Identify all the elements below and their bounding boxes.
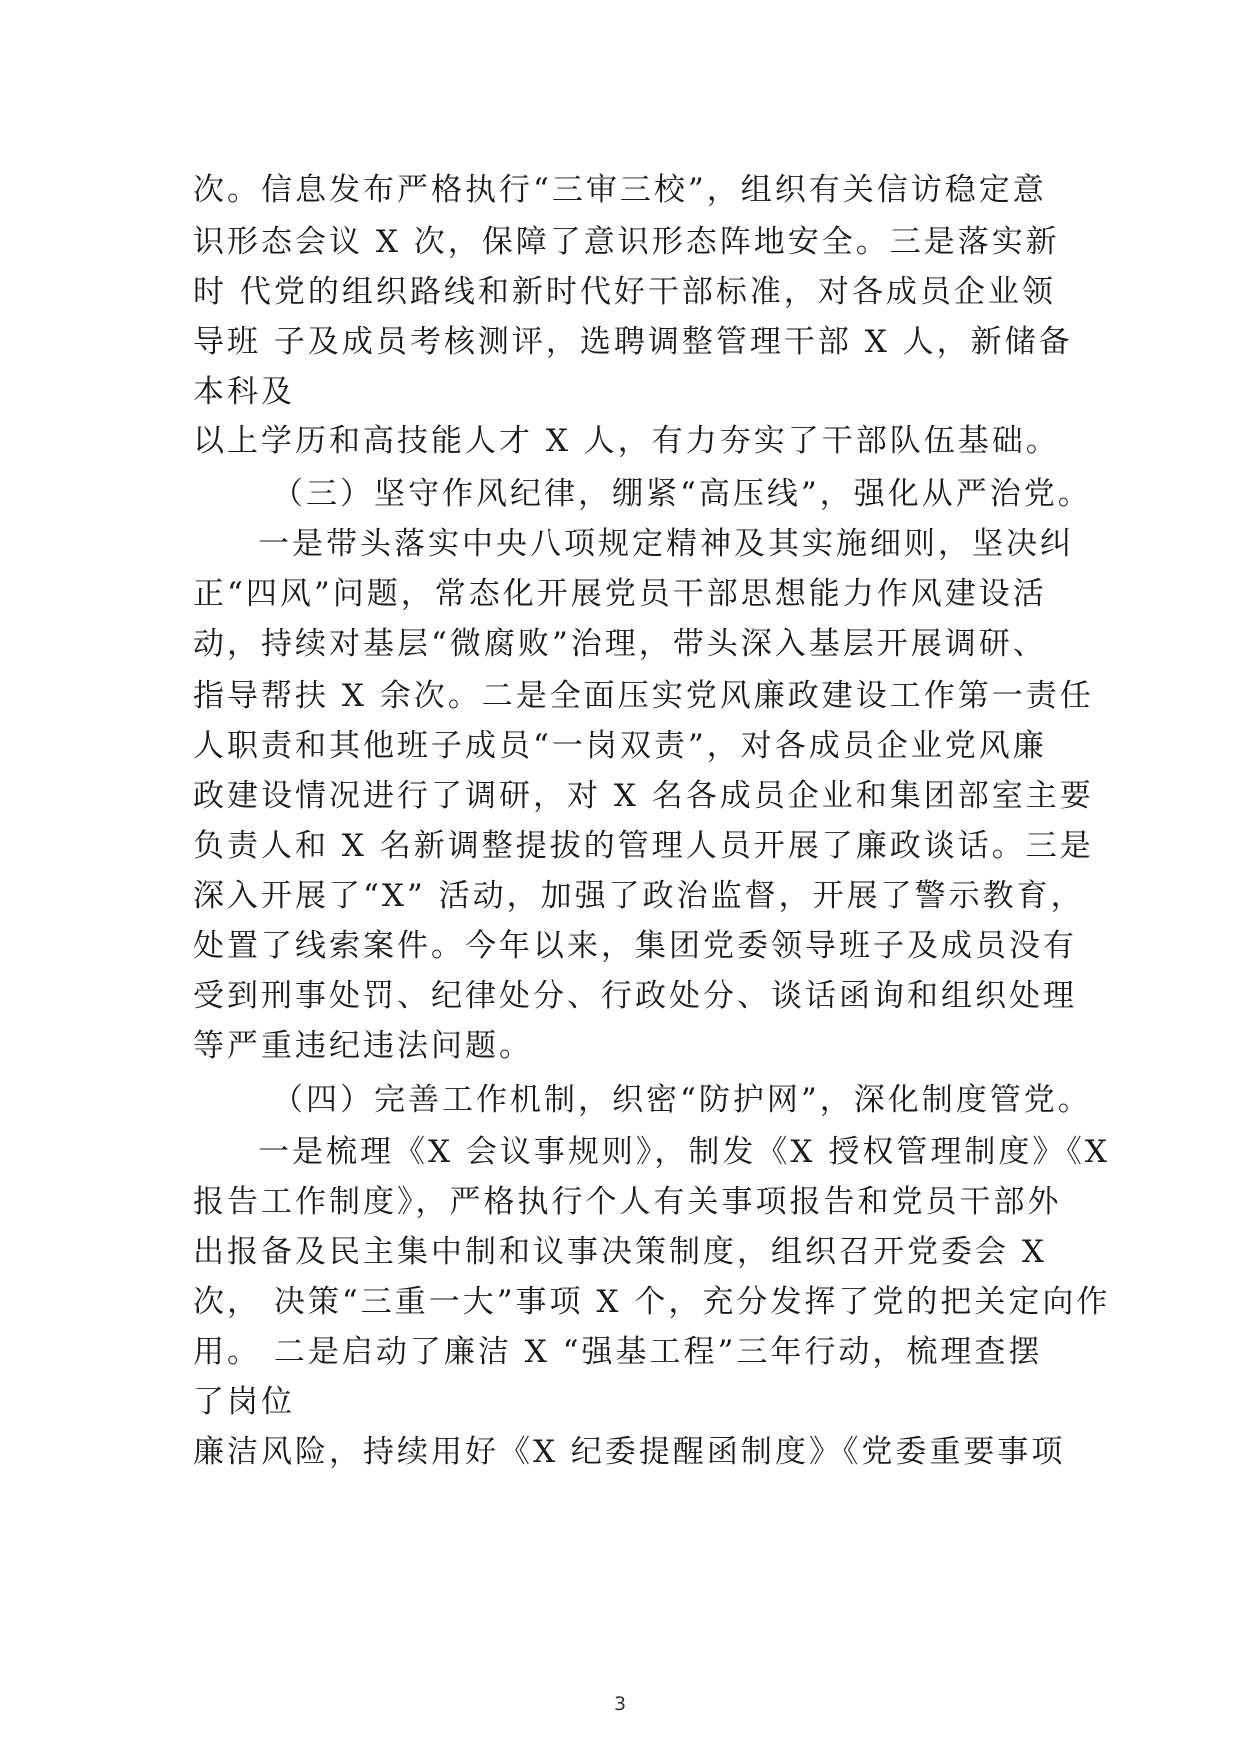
body-line: 深入开展了“X” 活动，加强了政治监督，开展了警示教育， bbox=[193, 878, 1085, 914]
body-line: 受到刑事处罚、纪律处分、行政处分、谈话函询和组织处理 bbox=[193, 978, 1077, 1014]
paragraph-start-line: 一是梳理《X 会议事规则》，制发《X 授权管理制度》《X bbox=[258, 1134, 1110, 1170]
body-line: 本科及 bbox=[193, 374, 295, 410]
body-line: 用。 二是启动了廉洁 X “强基工程”三年行动，梳理查摆 bbox=[193, 1334, 1043, 1370]
body-line: 人职责和其他班子成员“一岗双责”，对各成员企业党风廉 bbox=[193, 728, 1047, 764]
section-heading-three: （三）坚守作风纪律，绷紧“高压线”，强化从严治党。 bbox=[272, 476, 1092, 512]
body-line: 以上学历和高技能人才 X 人，有力夯实了干部队伍基础。 bbox=[193, 423, 1060, 459]
body-line: 指导帮扶 X 余次。二是全面压实党风廉政建设工作第一责任 bbox=[193, 678, 1094, 714]
body-line: 出报备及民主集中制和议事决策制度，组织召开党委会 X bbox=[193, 1234, 1047, 1270]
body-line: 导班 子及成员考核测评，选聘调整管理干部 X 人，新储备 bbox=[193, 324, 1073, 360]
paragraph-start-line: 一是带头落实中央八项规定精神及其实施细则，坚决纠 bbox=[258, 526, 1074, 562]
body-line: 负责人和 X 名新调整提拔的管理人员开展了廉政谈话。三是 bbox=[193, 828, 1094, 864]
body-line: 政建设情况进行了调研，对 X 名各成员企业和集团部室主要 bbox=[193, 778, 1094, 814]
body-line: 正“四风”问题，常态化开展党员干部思想能力作风建设活 bbox=[193, 576, 1047, 612]
body-line: 动，持续对基层“微腐败”治理，带头深入基层开展调研、 bbox=[193, 626, 1047, 662]
body-line: 等严重违纪违法问题。 bbox=[193, 1028, 533, 1064]
body-line: 时 代党的组织路线和新时代好干部标准，对各成员企业领 bbox=[193, 274, 1056, 310]
body-line: 次， 决策“三重一大”事项 X 个，充分发挥了党的把关定向作 bbox=[193, 1284, 1111, 1320]
section-heading-four: （四）完善工作机制，织密“防护网”，深化制度管党。 bbox=[272, 1082, 1092, 1118]
body-line: 廉洁风险，持续用好《X 纪委提醒函制度》《党委重要事项 bbox=[193, 1434, 1066, 1470]
body-line: 报告工作制度》，严格执行个人有关事项报告和党员干部外 bbox=[193, 1184, 1062, 1220]
page-number: 3 bbox=[613, 1693, 627, 1715]
body-line: 次。信息发布严格执行“三审三校”，组织有关信访稳定意 bbox=[193, 172, 1047, 208]
body-line: 处置了线索案件。今年以来，集团党委领导班子及成员没有 bbox=[193, 928, 1077, 964]
body-line: 识形态会议 X 次，保障了意识形态阵地安全。三是落实新 bbox=[193, 224, 1060, 260]
body-line: 了岗位 bbox=[193, 1384, 295, 1420]
